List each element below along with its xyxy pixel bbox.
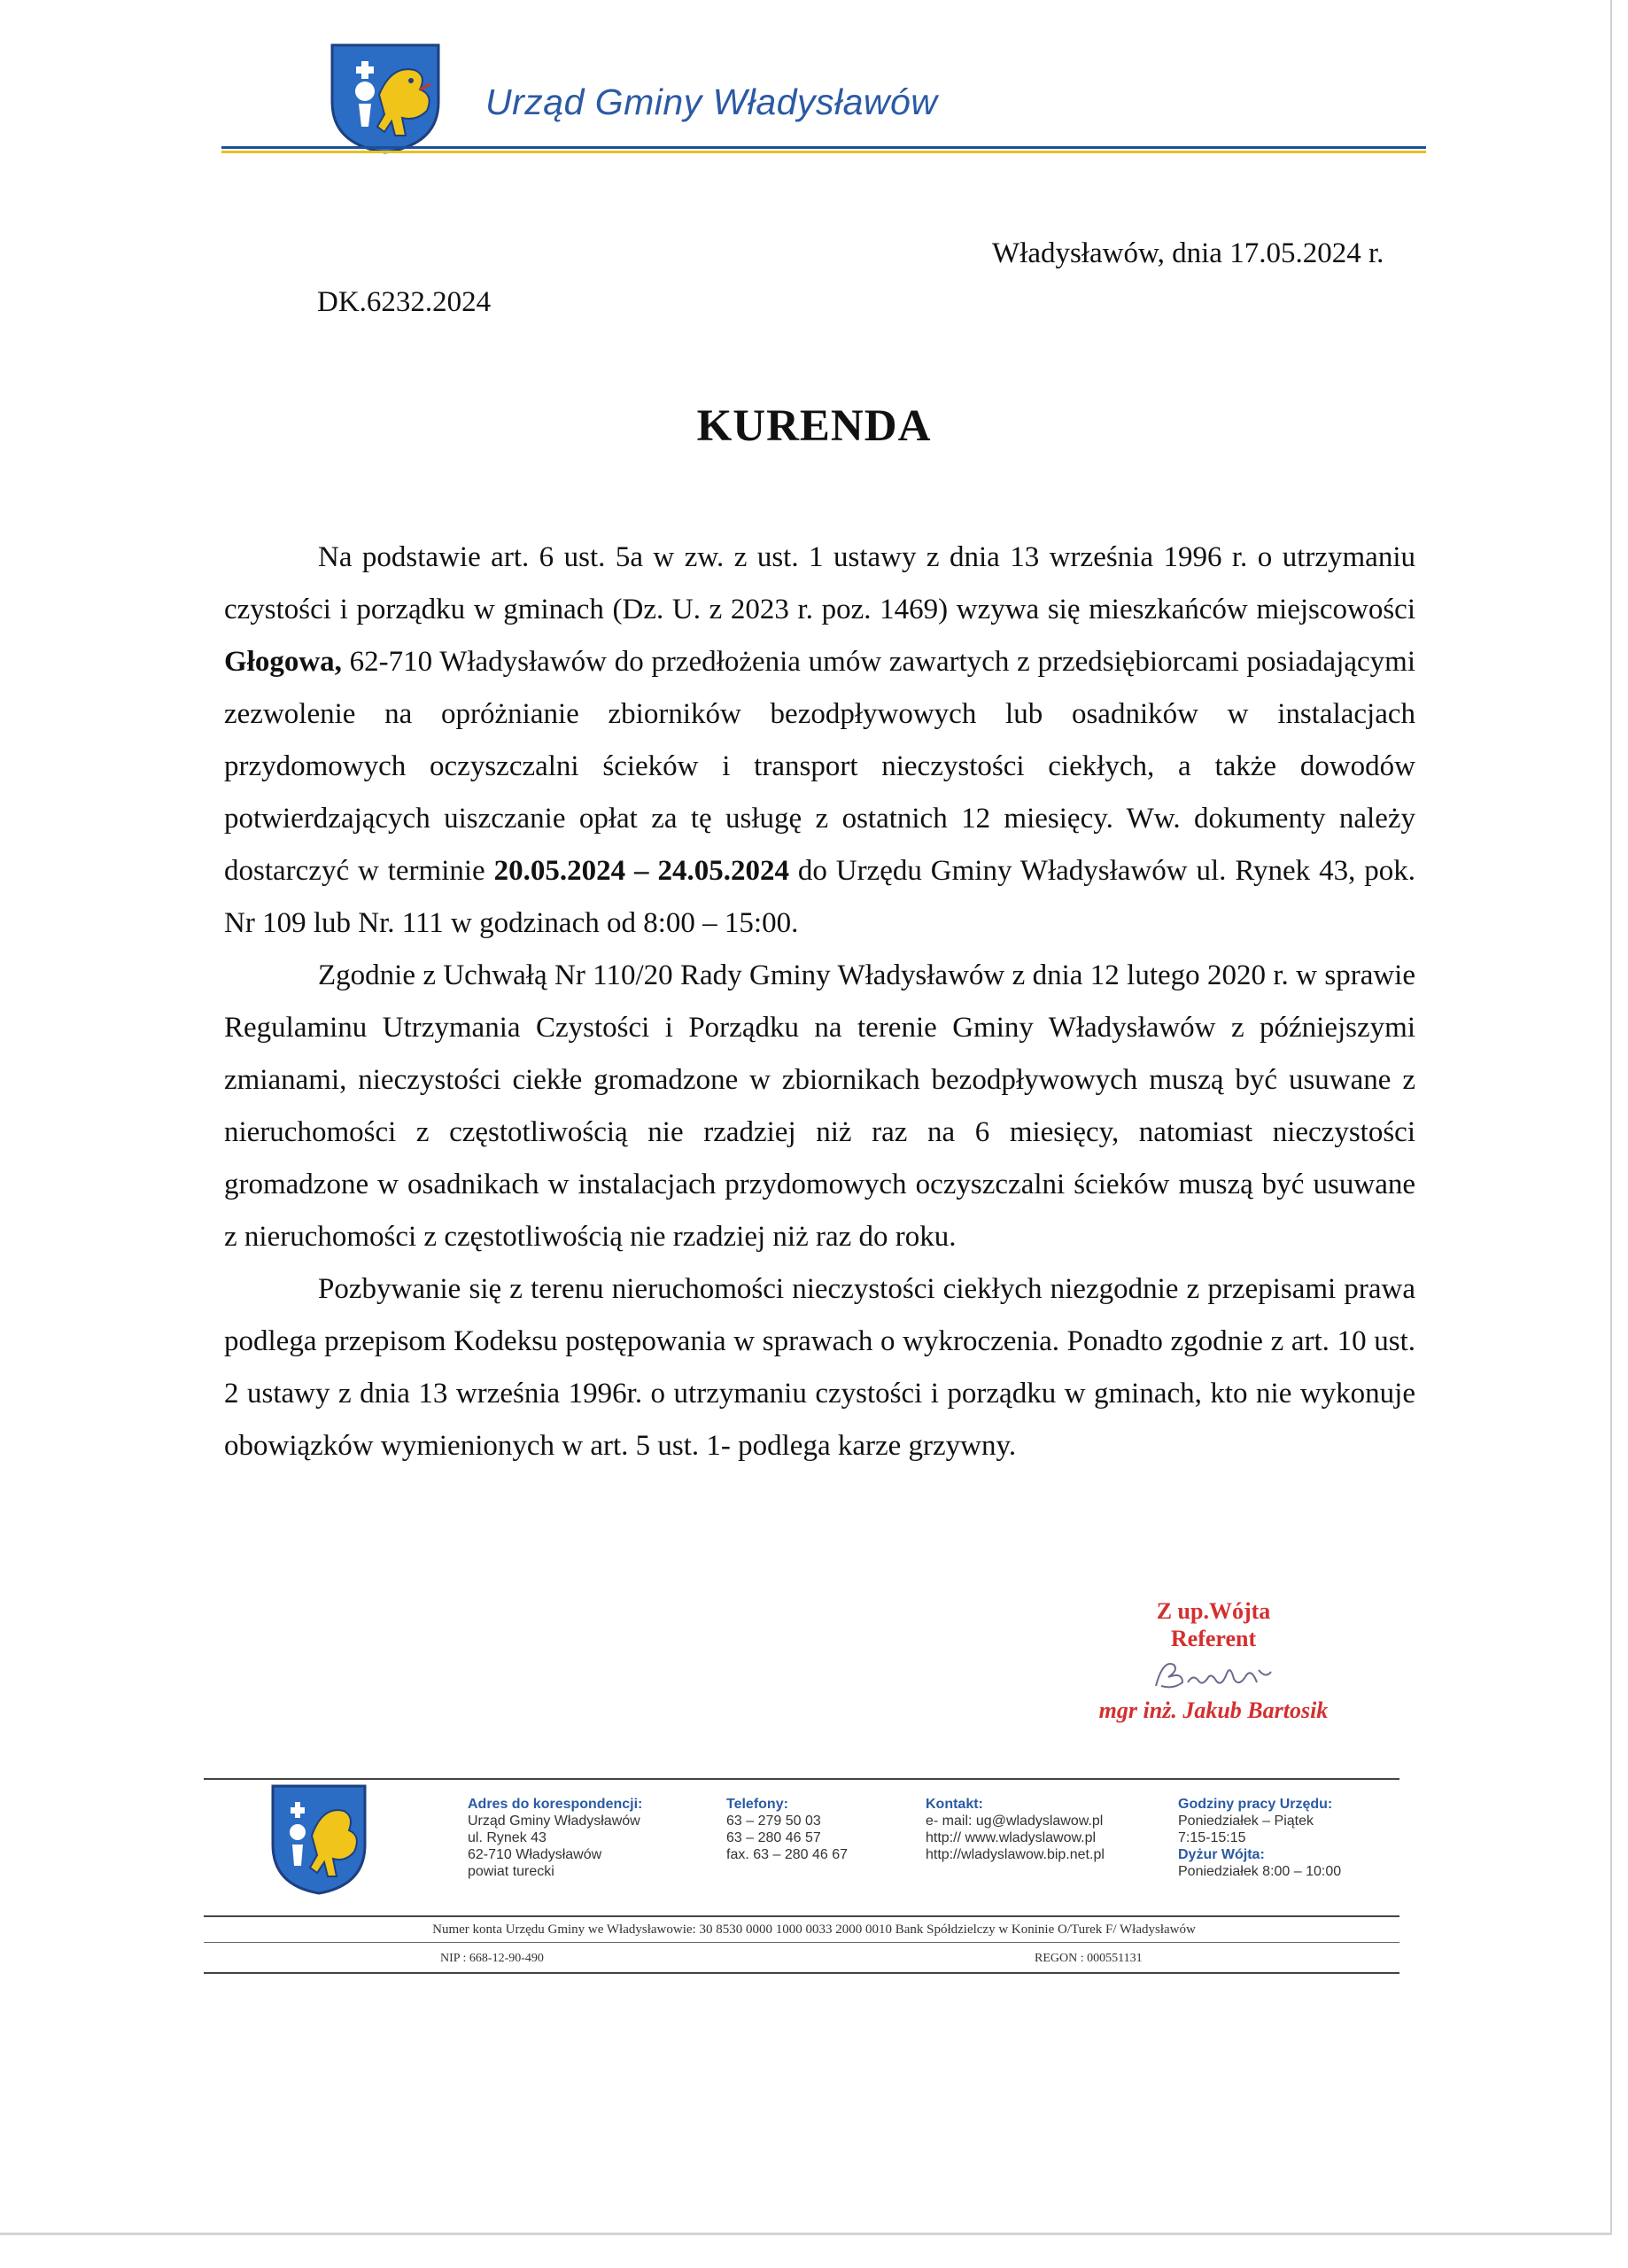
bank-account: Numer konta Urzędu Gminy we Władysławowie: 30 8530 0000 1000 0033 2000 0010 Bank Spółdzielczy w Koninie O/Turek F/ Władysławów [432,1922,1196,1937]
footer-office-hours [1178,1796,1341,1880]
village-name: Głogowa, [224,646,342,678]
footer-hours-days: Poniedziałek – Piątek [1178,1814,1314,1829]
footer-address-line: 62-710 Władysławów [468,1847,602,1862]
footer-divider-top [204,1778,1399,1780]
paragraph-1-text-e: do Urzędu Gminy Władysławów ul. Rynek 43, pok. Nr 109 lub Nr. 111 w godzinach od 8:00 – 15:00. [224,855,1415,939]
header-divider-yellow [221,151,1426,153]
paragraph-1 [224,532,1415,950]
footer-phone-line: 63 – 279 50 03 [726,1814,821,1829]
footer-phone-line: 63 – 280 46 57 [726,1830,821,1845]
footer-website-link[interactable]: http:// www.wladyslawow.pl [926,1830,1097,1845]
footer-divider-3 [204,1942,1399,1943]
paragraph-3: Pozbywanie się z terenu nieruchomości nieczystości ciekłych niezgodnie z przepisami prawa podlega przepisom Kodeksu postępowania w sprawach o wykroczenia. Ponadto zgodnie z art. 10 ust. 2 ustawy z dnia 13 września 1996r. o utrzymaniu czystości i porządku w gminach, kto nie wykonuje obowiązków wymienionych w art. 5 ust. 1- podlega karze grzywny. [224,1273,1415,1462]
paragraph-2: Zgodnie z Uchwałą Nr 110/20 Rady Gminy Władysławów z dnia 12 lutego 2020 r. w sprawie Regulaminu Utrzymania Czystości i Porządku na terenie Gminy Władysławów z późniejszymi zmianami, nieczystości ciekłe gromadzone w zbiornikach bezodpływowych muszą być usuwane z nieruchomości z częstotliwością nie rzadziej niż raz na 6 miesięcy, natomiast nieczystości gromadzone w osadnikach w instalacjach przydomowych oczyszczalni ścieków muszą być usuwane z nieruchomości z częstotliwością nie rzadziej niż raz do roku. [224,959,1415,1253]
handwritten-signature-icon [1147,1652,1280,1697]
footer-hours-heading: Godziny pracy Urzędu: [1178,1797,1333,1812]
signer-name: mgr inż. Jakub Bartosik [1098,1697,1329,1723]
footer-duty-heading: Dyżur Wójta: [1178,1847,1265,1862]
footer-phones [726,1796,848,1863]
footer-address-line: powiat turecki [468,1864,554,1879]
signature-line-1: Z up.Wójta [1156,1598,1271,1624]
footer-address-line: Urząd Gminy Władysławów [468,1814,640,1829]
footer-phones-heading: Telefony: [726,1797,788,1812]
footer-email-link[interactable]: e- mail: ug@wladyslawow.pl [926,1814,1104,1829]
document-body [224,532,1415,1472]
footer-bip-link[interactable]: http://wladyslawow.bip.net.pl [926,1847,1105,1862]
footer-duty-time: Poniedziałek 8:00 – 10:00 [1178,1864,1342,1879]
footer-divider-mid [204,1915,1399,1917]
page-edge-shadow [1610,0,1612,2233]
regon-number: REGON : 000551131 [1035,1952,1143,1965]
footer-coat-of-arms-icon [266,1781,372,1896]
office-name: Urząd Gminy Władysławów [485,82,938,122]
footer-address-heading: Adres do korespondencji: [468,1797,643,1812]
paragraph-1-text-a: Na podstawie art. 6 ust. 5a w zw. z ust. 1 ustawy z dnia 13 września 1996 r. o utrzymaniu czystości i porządku w gminach (Dz. U. z 2023 r. poz. 1469) wzywa się mieszkańców miejscowości [224,541,1415,625]
footer-address-line: ul. Rynek 43 [468,1830,547,1845]
signature-block [1045,1597,1382,1724]
footer-hours-time: 7:15-15:15 [1178,1830,1246,1845]
nip-number: NIP : 668-12-90-490 [440,1952,544,1965]
footer-phone-line: fax. 63 – 280 46 67 [726,1847,848,1862]
signature-line-2: Referent [1170,1626,1257,1651]
reference-number: DK.6232.2024 [317,286,492,318]
document-date: Władysławów, dnia 17.05.2024 r. [992,237,1384,269]
page-edge-shadow-bottom [0,2233,1612,2235]
footer-contact-heading: Kontakt: [926,1797,983,1812]
paragraph-1-text-c: 62-710 Władysławów do przedłożenia umów zawartych z przedsiębiorcami posiadającymi zezwolenie na opróżnianie zbiorników bezodpływowych lub osadników w instalacjach przydomowych oczyszczalni ścieków i transport nieczystości ciekłych, a także dowodów potwierdzających uiszczanie opłat za tę usługę z ostatnich 12 miesięcy. Ww. dokumenty należy dostarczyć w terminie [224,646,1415,887]
document-title: KURENDA [696,401,932,451]
header-divider-blue [221,146,1426,149]
footer-address [468,1796,642,1880]
deadline-dates: 20.05.2024 – 24.05.2024 [493,855,789,887]
footer-contact [926,1796,1105,1863]
coat-of-arms-lion-icon [310,40,461,155]
footer-divider-bottom [204,1972,1399,1974]
